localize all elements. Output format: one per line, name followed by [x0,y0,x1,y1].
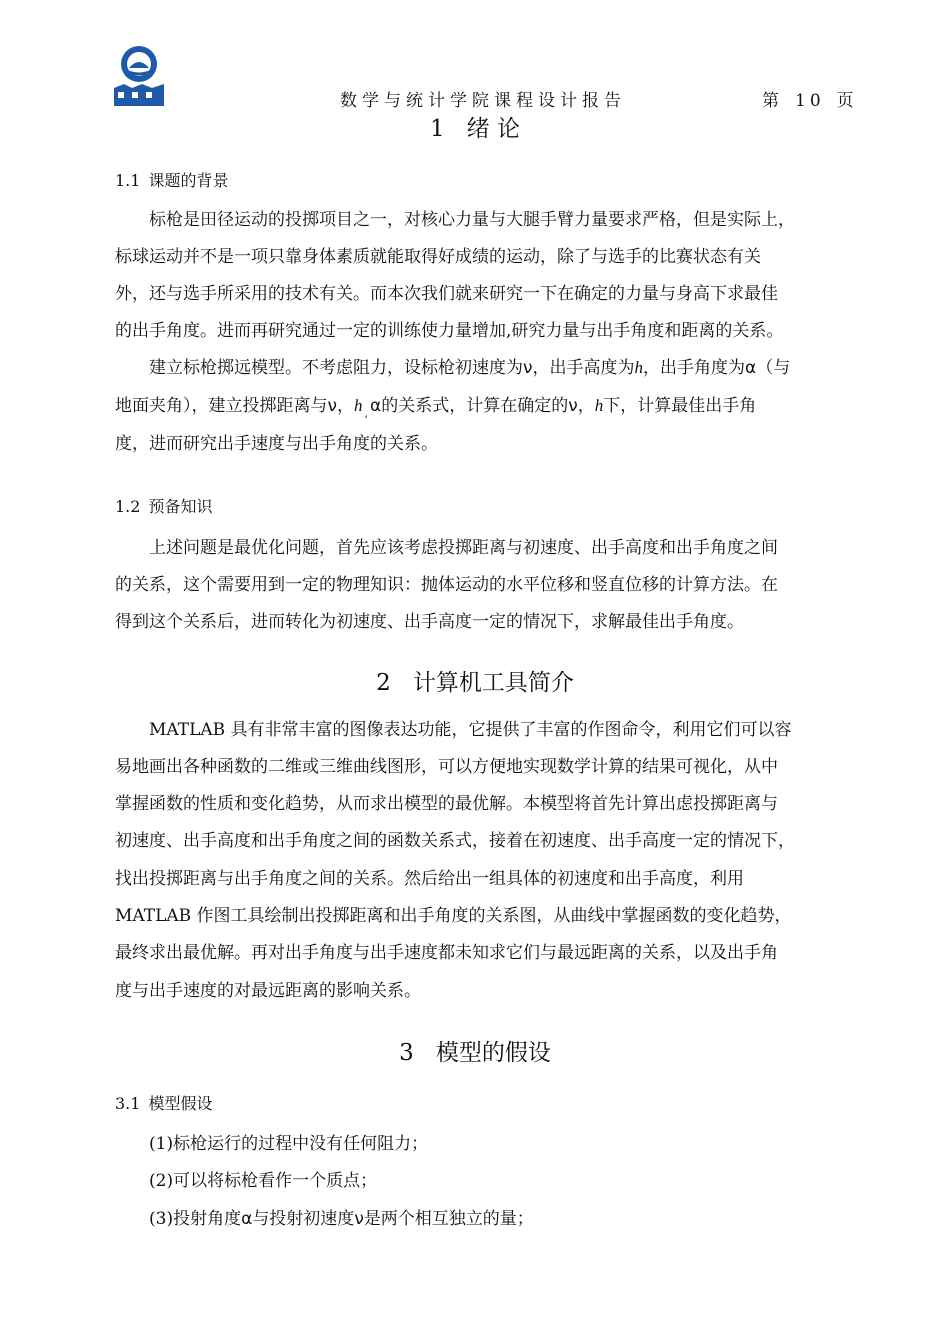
paragraph-line: 的出手角度。进而再研究通过一定的训练使力量增加,研究力量与出手角度和距离的关系。 [115,321,784,341]
height-symbol: h [594,396,604,415]
height-symbol: h [354,396,363,415]
angle-symbol: α [370,396,382,416]
text-run: 地面夹角），建立投掷距离与 [115,396,328,416]
text-run: ， [577,396,595,416]
chapter-3-heading [0,1034,950,1067]
paragraph-line: 标枪是田径运动的投掷项目之一，对核心力量与大腿手臂力量要求严格，但是实际上， [149,210,795,230]
section-1-1-heading [115,168,228,191]
paragraph-line: MATLAB 具有非常丰富的图像表达功能，它提供了丰富的作图命令，利用它们可以容 [149,720,792,740]
section-number: 1.2 [115,497,141,516]
text-run: 的关系式，计算在确定的 [381,396,569,416]
paragraph-line: 度，进而研究出手速度与出手角度的关系。 [115,434,438,454]
text-run: ， [337,396,354,416]
text-run: ，出手角度为 [643,358,745,378]
paragraph-line: 找出投掷距离与出手角度之间的关系。然后给出一组具体的初速度和出手高度，利用 [115,869,744,889]
text-run: 建立标枪掷远模型。不考虑阻力，设标枪初速度为 [149,358,523,378]
velocity-symbol: ν [327,396,337,416]
angle-symbol: α [241,1209,253,1229]
text-run: 下，计算最佳出手角 [603,396,757,416]
velocity-symbol: ν [523,358,533,378]
page-number: 10 [795,91,825,111]
paragraph-line: 得到这个关系后，进而转化为初速度、出手高度一定的情况下，求解最佳出手角度。 [115,612,744,632]
chapter-title: 绪 论 [466,116,520,142]
section-3-1-heading [115,1091,212,1114]
text-run: 是两个相互独立的量； [363,1209,534,1229]
velocity-symbol: ν [354,1209,364,1229]
text-run: (3)投射角度 [149,1209,242,1229]
paragraph-line: 初速度、出手高度和出手角度之间的函数关系式，接着在初速度、出手高度一定的情况下， [115,831,795,851]
paragraph-line: 外，还与选手所采用的技术有关。而本次我们就来研究一下在确定的力量与身高下求最佳 [115,284,778,304]
chapter-number: 1 [430,116,445,142]
section-title: 预备知识 [148,497,213,516]
assumption-item: (2)可以将标枪看作一个质点； [149,1171,378,1191]
university-logo [112,44,166,106]
section-number: 3.1 [115,1094,141,1113]
page-label-prefix: 第 [762,91,783,111]
text-run: （与 [756,358,791,378]
chapter-2-heading [0,664,950,697]
section-number: 1.1 [115,171,141,190]
page-label-suffix: 页 [836,91,858,111]
assumption-item: (1)标枪运行的过程中没有任何阻力； [149,1134,429,1154]
chapter-title: 计算机工具简介 [412,670,574,696]
paragraph-line: 易地画出各种函数的二维或三维曲线图形，可以方便地实现数学计算的结果可视化，从中 [115,757,778,777]
paragraph-line: 的关系，这个需要用到一定的物理知识：抛体运动的水平位移和竖直位移的计算方法。在 [115,575,778,595]
velocity-symbol: ν [568,396,578,416]
text-run: 与投射初速度 [252,1209,355,1229]
assumption-item [149,1208,534,1230]
chapter-1-heading [0,110,950,143]
chapter-number: 3 [399,1040,414,1066]
angle-symbol: α [745,358,757,378]
paragraph-line: 最终求出最优解。再对出手角度与出手速度都未知求它们与最远距离的关系，以及出手角 [115,943,778,963]
paragraph-line: MATLAB 作图工具绘制出投掷距离和出手角度的关系图，从曲线中掌握函数的变化趋势， [115,906,792,926]
report-header-title: 数学与统计学院课程设计报告 [340,91,626,111]
chapter-number: 2 [376,670,391,696]
chapter-title: 模型的假设 [435,1040,551,1066]
section-1-2-heading [115,494,212,517]
height-symbol: h [634,358,643,377]
paragraph-line: 上述问题是最优化问题，首先应该考虑投掷距离与初速度、出手高度和出手角度之间 [149,538,778,558]
paragraph-line: 度与出手速度的对最远距离的影响关系。 [115,981,421,1001]
section-title: 模型假设 [148,1094,213,1113]
paragraph-line [115,395,756,419]
section-title: 课题的背景 [148,171,229,190]
separator: , [364,407,368,420]
paragraph-line [149,357,790,379]
paragraph-line: 掌握函数的性质和变化趋势，从而求出模型的最优解。本模型将首先计算出虑投掷距离与 [115,794,778,814]
paragraph-line: 标球运动并不是一项只靠身体素质就能取得好成绩的运动，除了与选手的比赛状态有关 [115,247,761,267]
page-number-label [762,86,870,111]
text-run: ，出手高度为 [532,358,635,378]
